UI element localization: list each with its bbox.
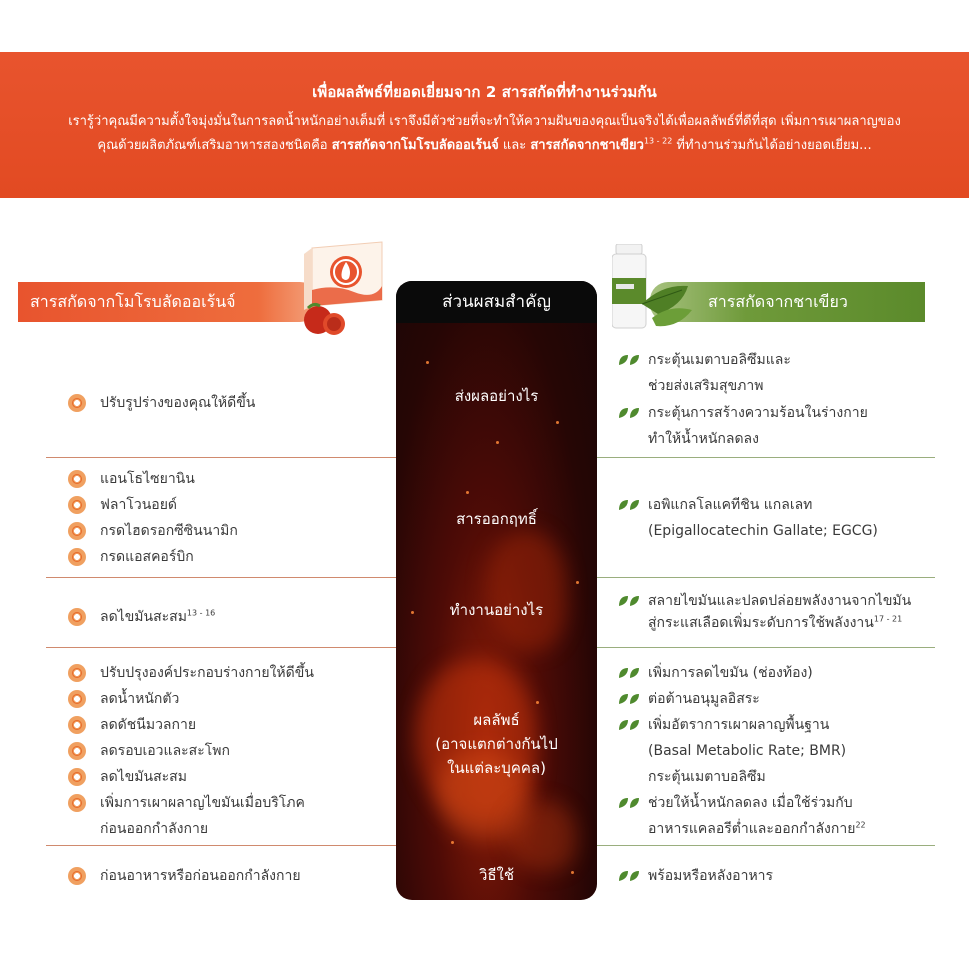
banner-line2-mid: และ	[498, 138, 531, 153]
leaf-icon	[618, 718, 640, 732]
leaf-icon	[618, 353, 640, 367]
moro-orange-box-icon	[294, 240, 388, 335]
leaf-icon	[618, 498, 640, 512]
orange-slice-icon	[68, 794, 86, 812]
orange-slice-icon	[68, 768, 86, 786]
banner-line1: เรารู้ว่าคุณมีความตั้งใจมุ่งมั่นในการลดน้ำหนักอย่างเต็มที่ เราจึงมีตัวช่วยที่จะทำให้ความฝันของคุณเป็นจริงได้เพื่อผลลัพธ์ที่ดีที่สุด เพิ่มการเผาผลาญของ	[68, 114, 901, 129]
banner-bold-moro: สารสกัดจากโมโรบลัดออเร้นจ์	[331, 138, 499, 153]
leaf-icon	[618, 692, 640, 706]
orange-slice-icon	[68, 716, 86, 734]
divider-right-3	[597, 647, 935, 648]
row-label-mechanism: ทำงานอย่างไร	[449, 601, 544, 619]
divider-left-3	[46, 647, 396, 648]
leaf-icon	[618, 406, 640, 420]
divider-left-1	[46, 457, 396, 458]
row-label-active: สารออกฤทธิ์	[456, 510, 537, 528]
banner-bold-greentea: สารสกัดจากชาเขียว	[530, 138, 644, 153]
center-header: ส่วนผสมสำคัญ	[396, 281, 597, 323]
banner-title: เพื่อผลลัพธ์ที่ยอดเยี่ยมจาก 2 สารสกัดที่ทำงานร่วมกัน	[312, 83, 657, 101]
leaf-icon	[618, 796, 640, 810]
leaf-icon	[618, 594, 640, 608]
banner-body	[14, 110, 955, 158]
row-label-results-3: ในแต่ละบุคคล)	[447, 759, 546, 777]
orange-slice-icon	[68, 690, 86, 708]
row-label-results-2: (อาจแตกต่างกันไป	[435, 735, 558, 753]
center-column-bg	[396, 281, 597, 900]
orange-slice-icon	[68, 867, 86, 885]
orange-slice-icon	[68, 664, 86, 682]
row-label-effect: ส่งผลอย่างไร	[454, 387, 539, 405]
row-label-results-1: ผลลัพธ์	[473, 711, 520, 729]
orange-slice-icon	[68, 394, 86, 412]
banner-line2-pre: คุณด้วยผลิตภัณฑ์เสริมอาหารสองชนิดคือ	[97, 138, 332, 153]
orange-slice-icon	[68, 470, 86, 488]
green-tea-bottle-icon	[612, 244, 696, 334]
orange-slice-icon	[68, 742, 86, 760]
orange-slice-icon	[68, 608, 86, 626]
divider-right-2	[597, 577, 935, 578]
divider-right-4	[597, 845, 935, 846]
leaf-icon	[618, 666, 640, 680]
divider-left-4	[46, 845, 396, 846]
row-label-usage: วิธีใช้	[478, 866, 515, 884]
orange-slice-icon	[68, 522, 86, 540]
divider-right-1	[597, 457, 935, 458]
divider-left-2	[46, 577, 396, 578]
banner-line2-post: ที่ทำงานร่วมกันได้อย่างยอดเยี่ยม...	[672, 138, 872, 153]
moro-orange-header: สารสกัดจากโมโรบลัดออเร้นจ์	[18, 282, 318, 322]
orange-slice-icon	[68, 548, 86, 566]
orange-slice-icon	[68, 496, 86, 514]
green-tea-header: สารสกัดจากชาเขียว	[650, 282, 925, 322]
intro-banner	[0, 52, 969, 198]
leaf-icon	[618, 869, 640, 883]
banner-ref: 13 - 22	[643, 136, 673, 146]
